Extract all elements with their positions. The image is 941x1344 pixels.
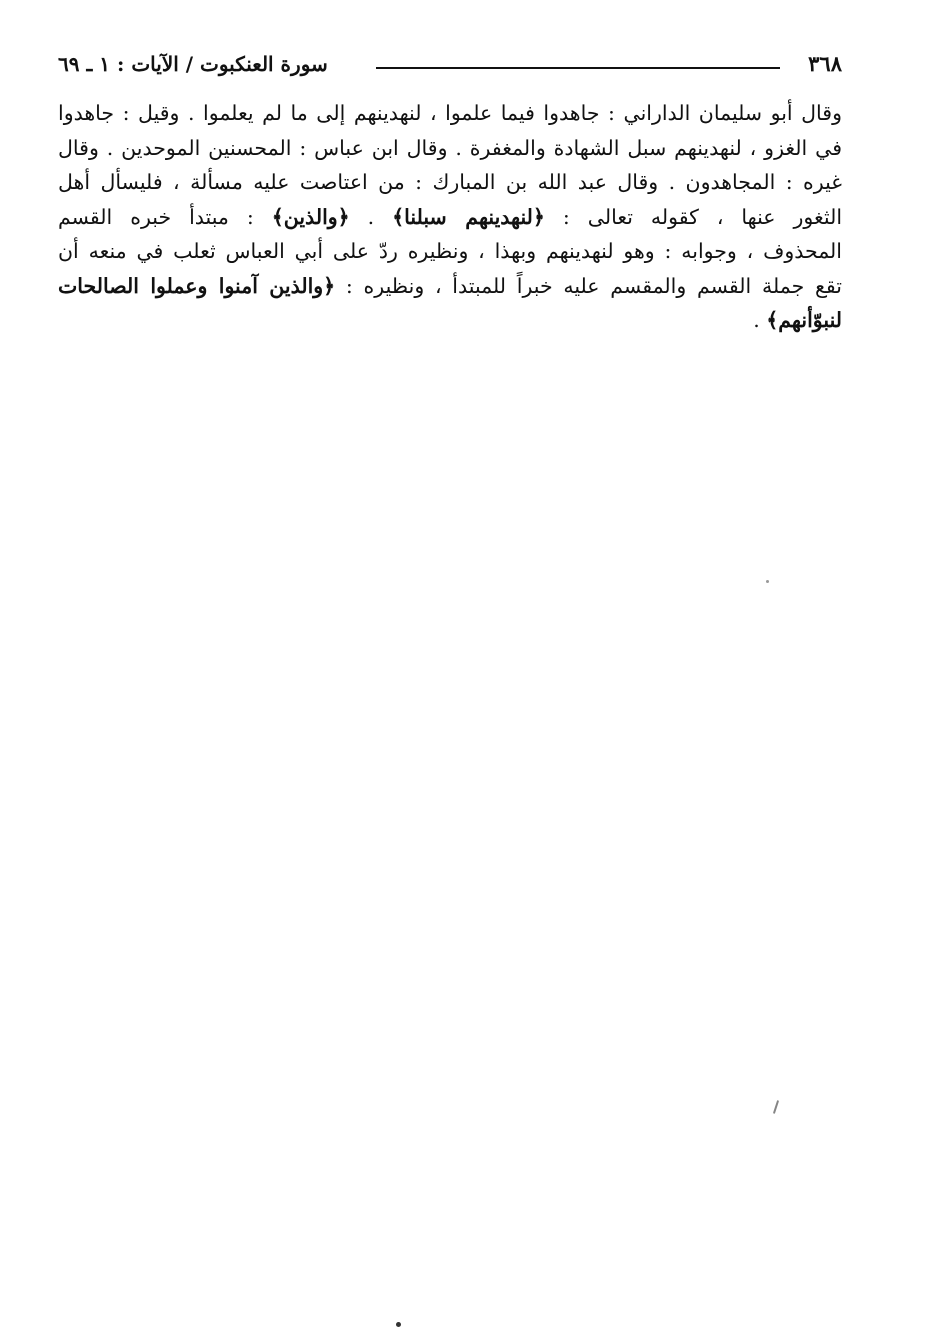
- text-segment: : مبتدأ خبره القسم: [58, 204, 272, 229]
- running-header: [58, 48, 842, 82]
- text-segment: المحذوف ، وجوابه : وهو لنهدينهم وبهذا ، ونظيره ردّ على أبي العباس ثعلب في منعه أن: [58, 239, 842, 263]
- text-line: [58, 131, 842, 166]
- text-line: [58, 165, 842, 200]
- header-rule: [376, 67, 780, 69]
- quran-quote: ﴿لنهدينهم سبلنا﴾: [392, 204, 545, 229]
- text-segment: .: [349, 204, 393, 229]
- scan-speck: [766, 580, 769, 583]
- text-segment: .: [753, 308, 767, 332]
- text-line: [58, 269, 842, 304]
- text-line: [58, 234, 842, 269]
- scan-speck: [396, 1322, 401, 1327]
- text-segment: في الغزو ، لنهدينهم سبل الشهادة والمغفرة . وقال ابن عباس : المحسنين الموحدين . وقال: [58, 135, 842, 160]
- page-number: ٣٦٨: [808, 51, 842, 76]
- text-line: [58, 303, 842, 338]
- text-line: [58, 96, 842, 131]
- quran-quote: ﴿والذين﴾: [271, 204, 350, 229]
- quran-quote: ﴿والذين آمنوا وعملوا الصالحات: [58, 273, 336, 298]
- text-segment: الثغور عنها ، كقوله تعالى :: [544, 204, 842, 229]
- quran-quote: لنبوّأنهم﴾: [766, 308, 842, 332]
- text-segment: وقال أبو سليمان الداراني : جاهدوا فيما علموا ، لنهدينهم إلى ما لم يعلموا . وقيل : جاهدوا: [58, 101, 842, 125]
- text-segment: تقع جملة القسم والمقسم عليه خبراً للمبتدأ ، ونظيره :: [335, 273, 842, 298]
- text-line: [58, 200, 842, 235]
- scan-speck: [773, 1100, 779, 1114]
- running-title: سورة العنكبوت / الآيات : ١ ـ ٦٩: [58, 52, 328, 76]
- body-text: [58, 96, 842, 338]
- text-segment: غيره : المجاهدون . وقال عبد الله بن المبارك : من اعتاصت عليه مسألة ، فليسأل أهل: [58, 170, 842, 194]
